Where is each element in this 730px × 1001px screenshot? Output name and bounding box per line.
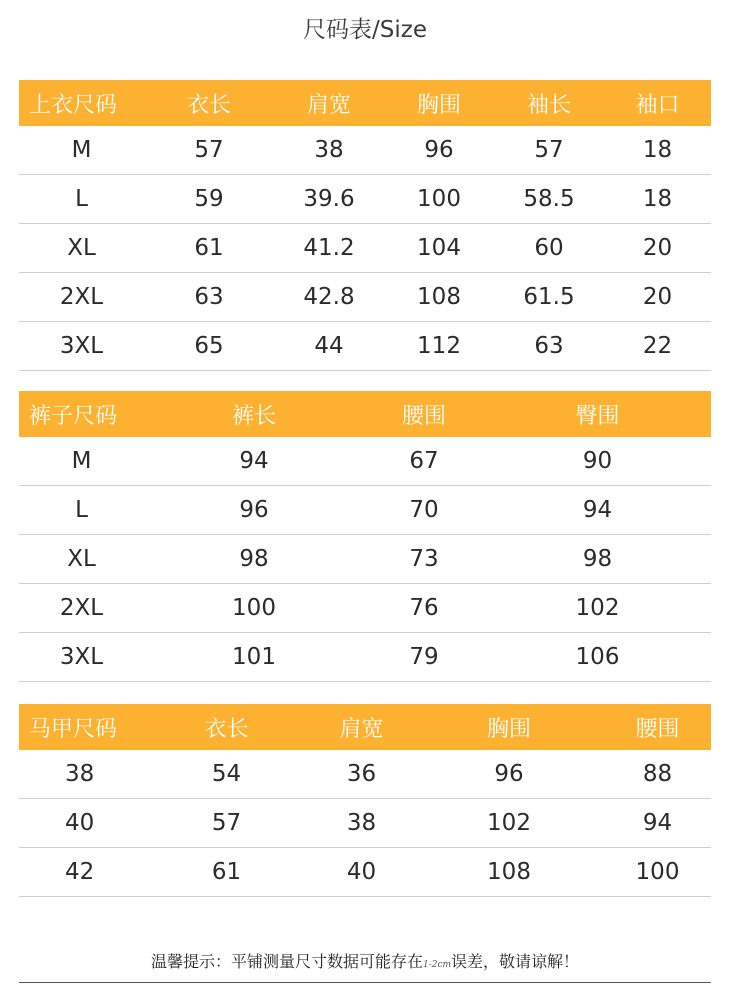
value-cell: 40 [346,859,377,885]
header-cell: 衣长 [204,716,249,742]
size-cell: 3XL [59,644,104,670]
value-cell: 39.6 [303,186,355,212]
page-title: 尺码表/Size [303,17,427,43]
value-cell: 76 [409,595,439,621]
value-cell: 20 [642,235,673,261]
value-cell: 98 [582,546,613,572]
value-cell: 100 [635,859,680,885]
value-cell: 96 [494,761,524,787]
header-cell: 腰围 [401,403,446,429]
header-cell: 衣长 [186,92,231,118]
note-error-range: 1-2cm [422,960,452,970]
value-cell: 70 [409,497,439,523]
pants-size-table [19,391,711,682]
value-cell: 61 [194,235,224,261]
value-cell: 65 [194,333,224,359]
header-cell: 胸围 [486,716,531,742]
value-cell: 59 [194,186,224,212]
value-cell: 73 [409,546,439,572]
value-cell: 67 [409,448,439,474]
shirt-table-header [19,80,711,126]
table-row [19,750,711,799]
note-prefix: 温馨提示：平铺测量尺寸数据可能存在 [150,952,423,971]
value-cell: 61.5 [523,284,575,310]
table-row [19,175,711,224]
table-row [19,799,711,848]
size-cell: 38 [65,761,95,787]
table-row [19,224,711,273]
value-cell: 58.5 [523,186,575,212]
size-cell: XL [67,235,96,261]
table-row [19,437,711,486]
value-cell: 38 [346,810,377,836]
value-cell: 96 [424,137,454,163]
value-cell: 20 [642,284,673,310]
table-row [19,633,711,682]
value-cell: 94 [239,448,269,474]
size-cell: M [71,448,92,474]
value-cell: 88 [642,761,673,787]
header-cell: 袖长 [526,92,571,118]
header-cell: 袖口 [635,92,680,118]
value-cell: 63 [534,333,564,359]
footer-divider [19,982,711,983]
size-cell: 40 [65,810,95,836]
value-cell: 60 [534,235,564,261]
value-cell: 57 [211,810,242,836]
header-cell: 肩宽 [339,716,384,742]
header-cell: 胸围 [416,92,461,118]
shirt-size-table [19,80,711,371]
value-cell: 18 [642,186,673,212]
size-cell: L [75,497,88,523]
size-cell: 42 [65,859,95,885]
table-row [19,322,711,371]
value-cell: 101 [232,644,276,670]
value-cell: 63 [194,284,224,310]
size-cell: M [71,137,92,163]
value-cell: 79 [409,644,439,670]
size-cell: 3XL [59,333,104,359]
value-cell: 102 [487,810,531,836]
table-row [19,848,711,897]
table-row [19,535,711,584]
value-cell: 96 [239,497,269,523]
header-cell: 腰围 [635,716,680,742]
value-cell: 36 [346,761,377,787]
value-cell: 38 [314,137,344,163]
value-cell: 94 [642,810,673,836]
value-cell: 98 [239,546,269,572]
header-cell: 裤长 [231,403,276,429]
value-cell: 104 [417,235,461,261]
value-cell: 108 [487,859,531,885]
value-cell: 108 [417,284,461,310]
note-suffix: 误差，敬请谅解！ [451,952,580,971]
header-cell: 上衣尺码 [29,92,118,118]
vest-table-header [19,704,711,750]
size-cell: 2XL [59,284,104,310]
header-cell: 裤子尺码 [29,403,118,429]
value-cell: 54 [211,761,242,787]
pants-table-header [19,391,711,437]
header-cell: 肩宽 [306,92,351,118]
size-cell: XL [67,546,96,572]
value-cell: 22 [642,333,673,359]
table-row [19,273,711,322]
value-cell: 18 [642,137,673,163]
value-cell: 57 [194,137,224,163]
value-cell: 42.8 [303,284,355,310]
size-cell: 2XL [59,595,104,621]
value-cell: 94 [582,497,613,523]
value-cell: 44 [314,333,344,359]
header-cell: 马甲尺码 [29,716,118,742]
value-cell: 100 [232,595,276,621]
table-row [19,584,711,633]
value-cell: 106 [575,644,620,670]
measurement-note [0,950,730,977]
header-cell: 臀围 [575,403,620,429]
table-row [19,486,711,535]
value-cell: 102 [575,595,620,621]
value-cell: 100 [417,186,461,212]
value-cell: 57 [534,137,564,163]
table-row [19,126,711,175]
value-cell: 90 [582,448,613,474]
value-cell: 41.2 [303,235,355,261]
value-cell: 61 [211,859,242,885]
value-cell: 112 [417,333,461,359]
size-cell: L [75,186,88,212]
vest-size-table [19,704,711,897]
